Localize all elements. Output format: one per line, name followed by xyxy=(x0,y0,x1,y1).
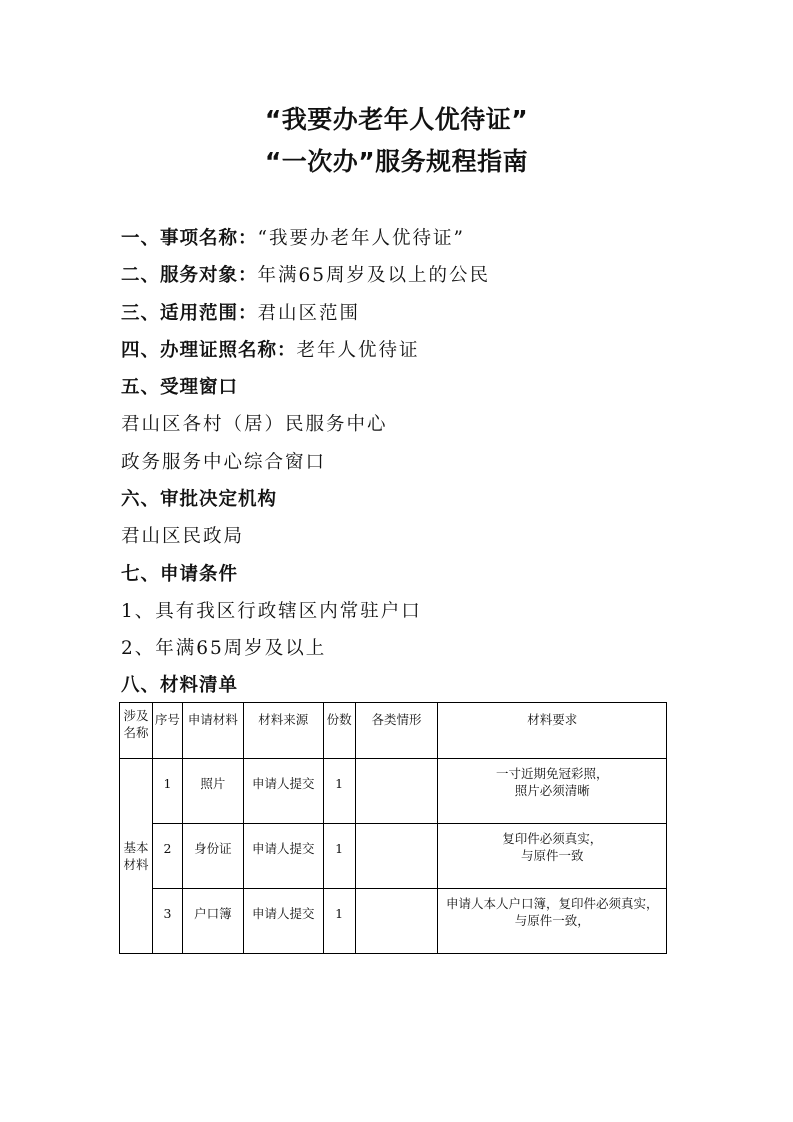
requirement-line: 照片必须清晰 xyxy=(514,783,590,798)
requirement-line: 申请人本人户口簿，复印件必须真实， xyxy=(445,896,659,911)
section-conditions-heading xyxy=(121,560,238,586)
section-heading: 七、申请条件 xyxy=(121,564,239,585)
section-value: “我要办老年人优待证” xyxy=(257,228,465,249)
cell-requirement xyxy=(438,824,667,889)
document-title-line-1: “我要办老年人优待证” xyxy=(264,105,529,134)
header-requirement: 材料要求 xyxy=(438,703,667,759)
section-target xyxy=(121,261,490,287)
table-header-row xyxy=(120,703,667,759)
section-license-name xyxy=(121,336,420,362)
section-scope xyxy=(121,299,360,325)
section-heading: 三、适用范围： xyxy=(121,303,258,324)
section-authority-heading xyxy=(121,485,277,511)
section-item-name xyxy=(121,224,465,250)
section-heading: 四、办理证照名称： xyxy=(121,340,297,361)
section-heading: 五、受理窗口 xyxy=(121,377,239,398)
cell-copies: 1 xyxy=(323,759,355,824)
section-value: 老年人优待证 xyxy=(296,340,420,361)
requirement-line: 与原件一致 xyxy=(520,848,584,863)
requirement-line: 与原件一致， xyxy=(514,913,590,928)
cell-copies: 1 xyxy=(323,824,355,889)
cell-situation xyxy=(355,889,438,954)
condition-line-2: 2、年满65周岁及以上 xyxy=(121,638,327,659)
section-value: 君山区范围 xyxy=(257,303,361,324)
section-materials-heading xyxy=(121,671,238,697)
cell-index: 1 xyxy=(152,759,182,824)
cell-source: 申请人提交 xyxy=(243,759,323,824)
cell-source: 申请人提交 xyxy=(243,824,323,889)
requirement-line: 复印件必须真实， xyxy=(502,831,603,846)
cell-situation xyxy=(355,759,438,824)
section-heading: 一、事项名称： xyxy=(121,228,258,249)
header-material: 申请材料 xyxy=(182,703,243,759)
cell-index: 2 xyxy=(152,824,182,889)
cell-situation xyxy=(355,824,438,889)
window-line-2: 政务服务中心综合窗口 xyxy=(121,452,327,473)
cell-material: 照片 xyxy=(182,759,243,824)
section-window-heading xyxy=(121,373,238,399)
section-heading: 八、材料清单 xyxy=(121,675,239,696)
cell-index: 3 xyxy=(152,889,182,954)
cell-source: 申请人提交 xyxy=(243,889,323,954)
header-source: 材料来源 xyxy=(243,703,323,759)
table-row xyxy=(120,759,667,824)
condition-line-1: 1、具有我区行政辖区内常驻户口 xyxy=(121,601,422,622)
table-row xyxy=(120,824,667,889)
cell-requirement xyxy=(438,889,667,954)
section-heading: 六、审批决定机构 xyxy=(121,489,278,510)
header-situation: 各类情形 xyxy=(355,703,438,759)
window-line-1: 君山区各村（居）民服务中心 xyxy=(121,414,388,435)
document-title-line-2: “一次办”服务规程指南 xyxy=(264,147,529,176)
cell-material: 户口簿 xyxy=(182,889,243,954)
header-copies: 份数 xyxy=(323,703,355,759)
cell-material: 身份证 xyxy=(182,824,243,889)
header-index: 序号 xyxy=(152,703,182,759)
cell-requirement xyxy=(438,759,667,824)
cell-copies: 1 xyxy=(323,889,355,954)
materials-table xyxy=(119,702,667,954)
requirement-line: 一寸近期免冠彩照， xyxy=(495,766,609,781)
table-row xyxy=(120,889,667,954)
section-value: 年满65周岁及以上的公民 xyxy=(257,265,491,286)
header-category: 涉及名称 xyxy=(120,703,153,759)
authority-value: 君山区民政局 xyxy=(121,526,245,547)
section-heading: 二、服务对象： xyxy=(121,265,258,286)
category-cell: 基本材料 xyxy=(120,759,153,954)
